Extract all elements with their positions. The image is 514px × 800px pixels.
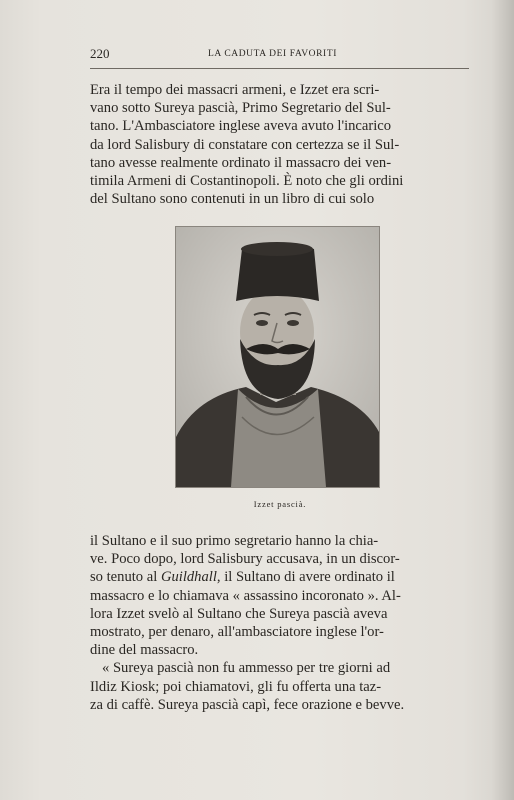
italic-place-name: Guildhall bbox=[160, 569, 217, 586]
text-line: da lord Salisbury di constatare con certezza se il Sul- bbox=[90, 136, 400, 153]
page-edge bbox=[492, 0, 514, 800]
text-line: del Sultano sono contenuti in un libro di cui solo bbox=[90, 191, 375, 208]
text-span: , il Sultano di avere ordinato il bbox=[216, 569, 395, 586]
text-line: Ildiz Kiosk; poi chiamatovi, gli fu offerta una taz- bbox=[90, 678, 382, 695]
body-text-bottom bbox=[90, 532, 470, 714]
running-head: LA CADUTA DEI FAVORITI bbox=[208, 49, 337, 59]
text-line: tano. L'Ambasciatore inglese aveva avuto l'incarico bbox=[90, 118, 392, 135]
figure-caption: Izzet pascià. bbox=[253, 499, 307, 509]
text-line: massacro e lo chiamava « assassino incoronato ». Al- bbox=[90, 587, 401, 604]
page-number: 220 bbox=[90, 46, 110, 61]
text-line: mostrato, per denaro, all'ambasciatore inglese l'or- bbox=[90, 624, 384, 641]
header-rule bbox=[90, 68, 469, 69]
text-line: dine del massacro. bbox=[90, 642, 199, 659]
text-line: Era il tempo dei massacri armeni, e Izzet era scri- bbox=[90, 82, 380, 98]
page-header bbox=[90, 46, 470, 64]
text-line: ve. Poco dopo, lord Salisbury accusava, in un discor- bbox=[90, 551, 400, 568]
text-line: lora Izzet svelò al Sultano che Sureya pascià aveva bbox=[90, 605, 388, 622]
text-line: « Sureya pascià non fu ammesso per tre giorni ad bbox=[102, 660, 391, 677]
portrait-illustration bbox=[176, 227, 379, 487]
text-line: il Sultano e il suo primo segretario hanno la chia- bbox=[90, 533, 379, 549]
text-line: tano avesse realmente ordinato il massacro dei ven- bbox=[90, 154, 392, 171]
text-line bbox=[90, 568, 470, 586]
body-text-top bbox=[90, 81, 470, 208]
text-span: so tenuto al bbox=[90, 569, 161, 586]
text-line: za di caffè. Sureya pascià capì, fece orazione e bevve. bbox=[90, 696, 405, 713]
portrait-image bbox=[175, 226, 380, 488]
text-line: timila Armeni di Costantinopoli. È noto che gli ordini bbox=[90, 173, 404, 190]
text-line: vano sotto Sureya pascià, Primo Segretario del Sul- bbox=[90, 100, 391, 117]
